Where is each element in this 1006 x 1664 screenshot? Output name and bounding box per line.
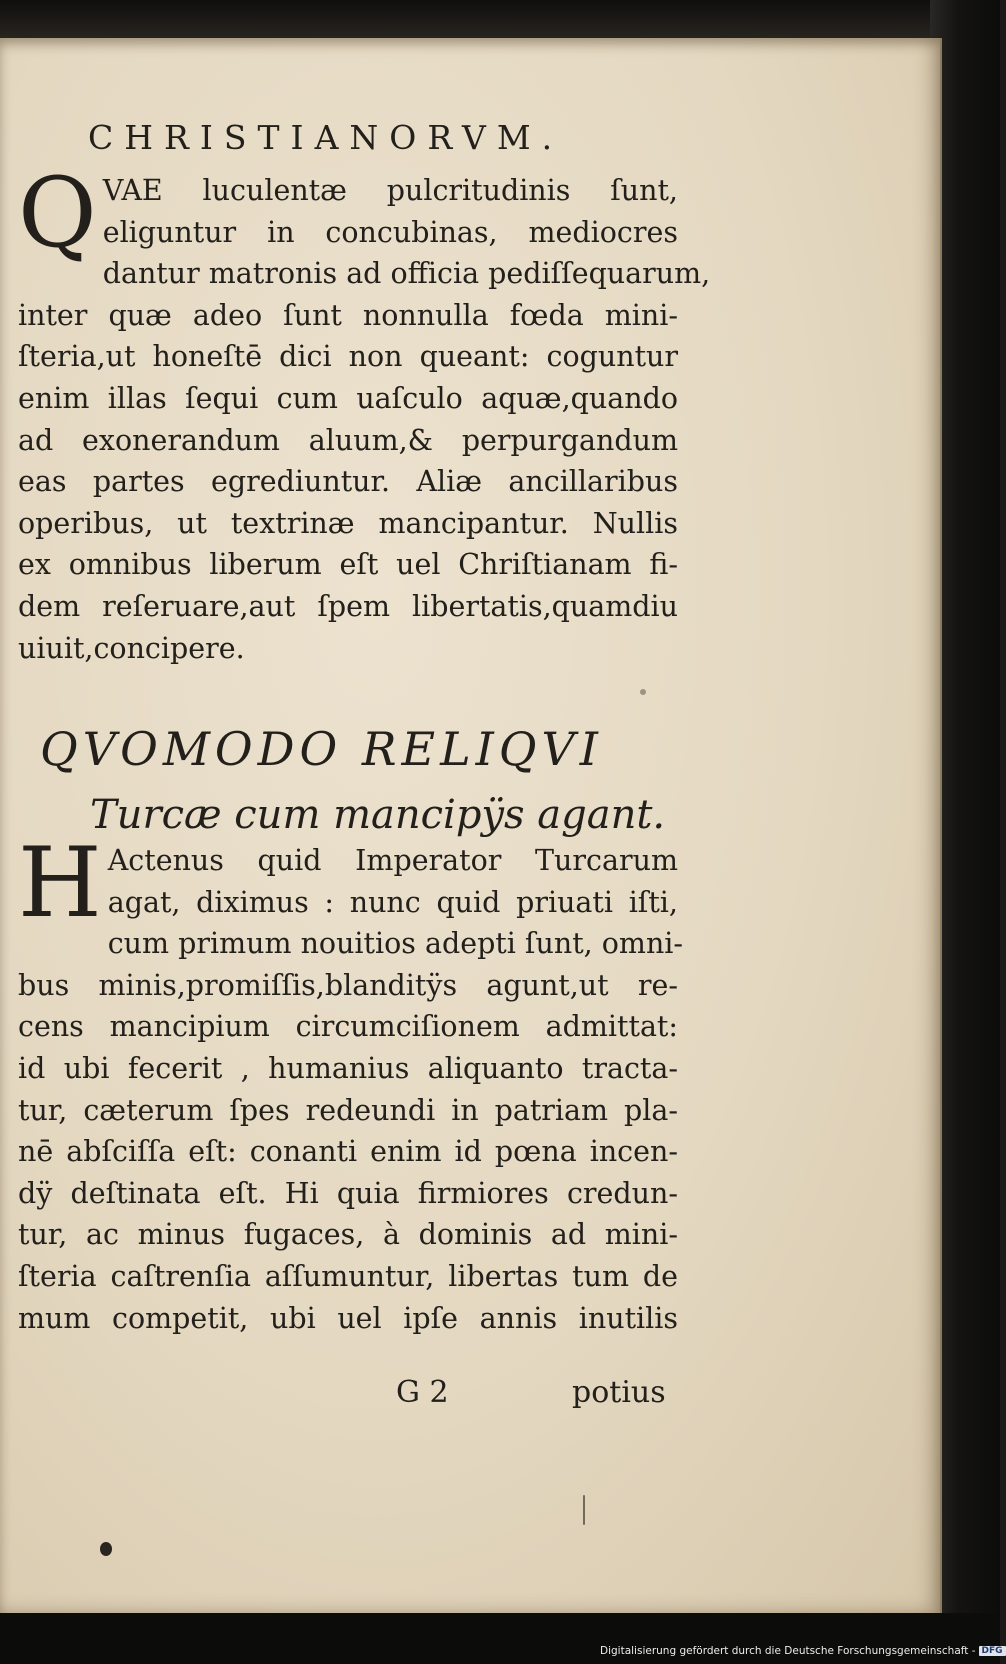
text-line: cens mancipium circumciſionem admittat: (18, 1010, 678, 1044)
digitization-credit (600, 1645, 1003, 1661)
text-line: agat, diximus : nunc quid priuati iſti, (107, 885, 678, 919)
ink-speck (640, 689, 646, 695)
text-line: VAE luculentæ pulcritudinis ſunt, (102, 174, 678, 207)
text-line: dÿ deſtinata eſt. Hi quia firmiores credun- (18, 1176, 678, 1210)
text-line: Actenus quid Imperator Turcarum (107, 844, 678, 877)
text-line: tur, ac minus fugaces, à dominis ad mini- (18, 1218, 678, 1252)
section-heading-line-1: QVOMODO RELIQVI (40, 722, 603, 776)
signature-mark: G 2 (396, 1375, 449, 1410)
drop-cap-q: Q (18, 157, 97, 269)
text-line: eliguntur in concubinas, mediocres (102, 215, 678, 249)
text-line: nē abſciſſa eſt: conanti enim id pœna incen- (18, 1135, 678, 1169)
section-heading-line-2: Turcæ cum mancipÿs agant. (90, 792, 666, 838)
text-line: ſteria caſtrenſia aſſumuntur, libertas tum de (18, 1259, 678, 1293)
text-line: cum primum nouitios adepti ſunt, omni- (107, 927, 684, 961)
text-line: operibus, ut textrinæ mancipantur. Nullis (18, 506, 678, 540)
text-line: eas partes egrediuntur. Aliæ ancillaribus (18, 465, 678, 499)
ink-speck (583, 1495, 585, 1525)
dfg-logo: DFG (979, 1646, 1006, 1656)
text-line: ſteria,ut honeſtē dici non queant: coguntur (18, 340, 678, 374)
text-line: uiuit,concipere. (18, 631, 245, 665)
ink-speck (100, 1542, 112, 1556)
text-line: dantur matronis ad officia pediſſequarum, (102, 257, 711, 291)
text-line: ex omnibus liberum eſt uel Chriſtianam fi- (18, 548, 678, 582)
top-edge-shadow (0, 0, 1000, 42)
text-line: inter quæ adeo ſunt nonnulla fœda mini- (18, 298, 678, 332)
catchword: potius (572, 1375, 666, 1410)
text-line: ad exonerandum aluum,& perpurgandum (18, 423, 678, 457)
paragraph-1 (18, 157, 711, 669)
digitization-credit-text: Digitalisierung gefördert durch die Deutsche Forschungsgemeinschaft - (600, 1645, 976, 1657)
text-line: mum competit, ubi uel ipſe annis inutilis (18, 1301, 678, 1335)
paragraph-2 (18, 827, 684, 1339)
text-line: id ubi fecerit , humanius aliquanto tracta- (18, 1051, 678, 1085)
text-line: enim illas ſequi cum uaſculo aquæ,quando (18, 381, 678, 415)
text-line: bus minis,promiſſis,blanditÿs agunt,ut re- (18, 968, 678, 1002)
running-head: CHRISTIANORVM. (88, 118, 564, 157)
drop-cap-h: H (18, 827, 102, 939)
text-line: tur, cæterum ſpes redeundi in patriam pla- (18, 1093, 678, 1127)
text-line: dem reſeruare,aut ſpem libertatis,quamdiu (18, 589, 678, 623)
